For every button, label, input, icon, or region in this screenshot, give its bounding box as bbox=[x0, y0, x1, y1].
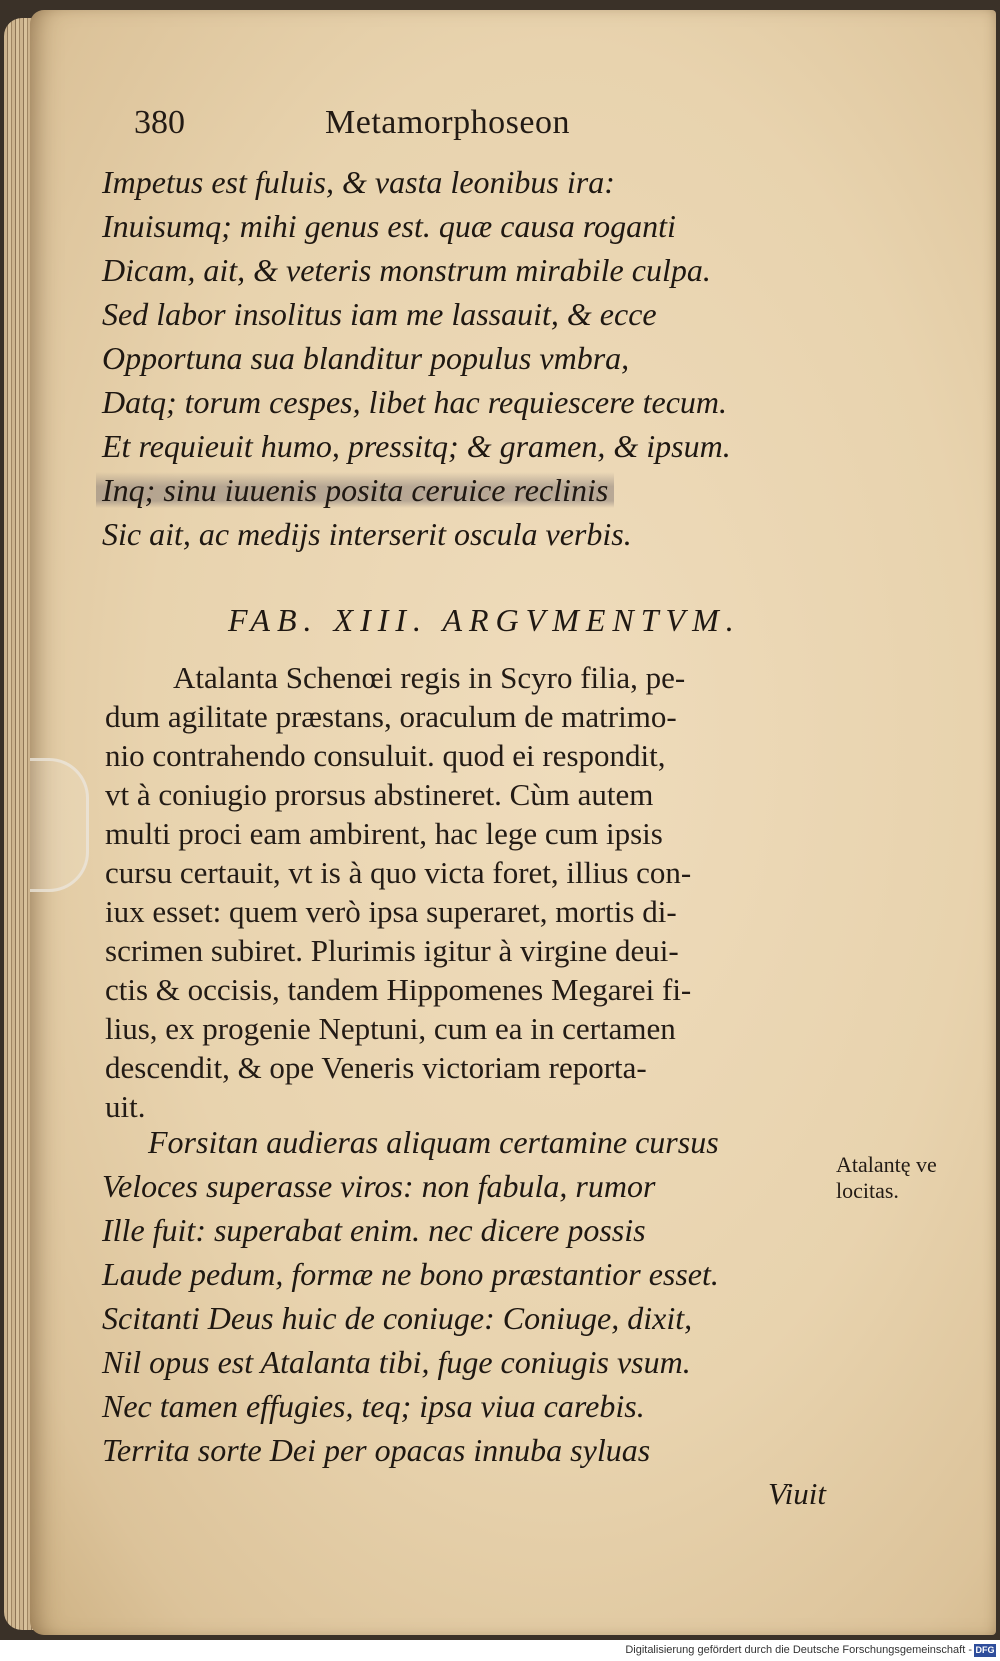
prose-line: ctis & occisis, tandem Hippomenes Megarei fi- bbox=[105, 972, 692, 1007]
dfg-logo-icon: DFG bbox=[975, 1645, 995, 1655]
verse-line: Sic ait, ac medijs interserit oscula verbis. bbox=[102, 516, 632, 552]
prose-line: scrimen subiret. Plurimis igitur à virgine deui- bbox=[105, 933, 679, 968]
verse-line: Datq; torum cespes, libet hac requiescere tecum. bbox=[102, 384, 727, 420]
verse-line: Sed labor insolitus iam me lassauit, & ecce bbox=[102, 296, 657, 332]
verse-line: Forsitan audieras aliquam certamine cursus bbox=[148, 1124, 719, 1160]
verse-line: Laude pedum, formæ ne bono præstantior esset. bbox=[102, 1256, 719, 1292]
verse-line: Scitanti Deus huic de coniuge: Coniuge, dixit, bbox=[102, 1300, 693, 1336]
verse-line-highlighted bbox=[30, 468, 1000, 512]
prose-line: cursu certauit, vt is à quo victa foret, illius con- bbox=[105, 855, 692, 890]
prose-line: uit. bbox=[105, 1089, 146, 1124]
verse-line: Impetus est fuluis, & vasta leonibus ira: bbox=[102, 164, 615, 200]
catchword: Viuit bbox=[768, 1476, 826, 1511]
argument-heading: FAB. XIII. ARGVMENTVM. bbox=[228, 602, 741, 638]
verse-line: Et requieuit humo, pressitq; & gramen, & ipsum. bbox=[102, 428, 731, 464]
verse-line: Inuisumq; mihi genus est. quæ causa roganti bbox=[102, 208, 676, 244]
verse-line: Dicam, ait, & veteris monstrum mirabile culpa. bbox=[102, 252, 711, 288]
prose-line: lius, ex progenie Neptuni, cum ea in certamen bbox=[105, 1011, 676, 1046]
prose-line: nio contrahendo consuluit. quod ei respondit, bbox=[105, 738, 666, 773]
verse-line: Territa sorte Dei per opacas innuba syluas bbox=[102, 1432, 651, 1468]
prose-line: vt à coniugio prorsus abstineret. Cùm autem bbox=[105, 777, 654, 812]
prose-line: multi proci eam ambirent, hac lege cum ipsis bbox=[105, 816, 663, 851]
verse-line: Veloces superasse viros: non fabula, rumor bbox=[102, 1168, 656, 1204]
running-title: Metamorphoseon bbox=[325, 104, 570, 141]
verse-line: Nec tamen effugies, teq; ipsa viua carebis. bbox=[102, 1388, 645, 1424]
book-page bbox=[30, 10, 996, 1635]
verse-line: Ille fuit: superabat enim. nec dicere possis bbox=[102, 1212, 646, 1248]
footer-credit: Digitalisierung gefördert durch die Deutsche Forschungsgemeinschaft - bbox=[625, 1644, 972, 1656]
margin-note bbox=[836, 1152, 937, 1204]
page-number: 380 bbox=[134, 104, 185, 141]
highlighted-text: Inq; sinu iuuenis posita ceruice reclinis bbox=[96, 472, 614, 508]
prose-line: iux esset: quem verò ipsa superaret, mortis di- bbox=[105, 894, 677, 929]
margin-note-line: Atalantę ve bbox=[836, 1152, 937, 1177]
prose-line: descendit, & ope Veneris victoriam reporta- bbox=[105, 1050, 647, 1085]
margin-note-line: locitas. bbox=[836, 1178, 899, 1203]
verse-line: Opportuna sua blanditur populus vmbra, bbox=[102, 340, 630, 376]
prose-line: dum agilitate præstans, oraculum de matrimo- bbox=[105, 699, 677, 734]
footer-bar bbox=[0, 1640, 1000, 1661]
verse-line: Nil opus est Atalanta tibi, fuge coniugis vsum. bbox=[102, 1344, 691, 1380]
prose-line: Atalanta Schenœi regis in Scyro filia, pe- bbox=[173, 660, 686, 695]
